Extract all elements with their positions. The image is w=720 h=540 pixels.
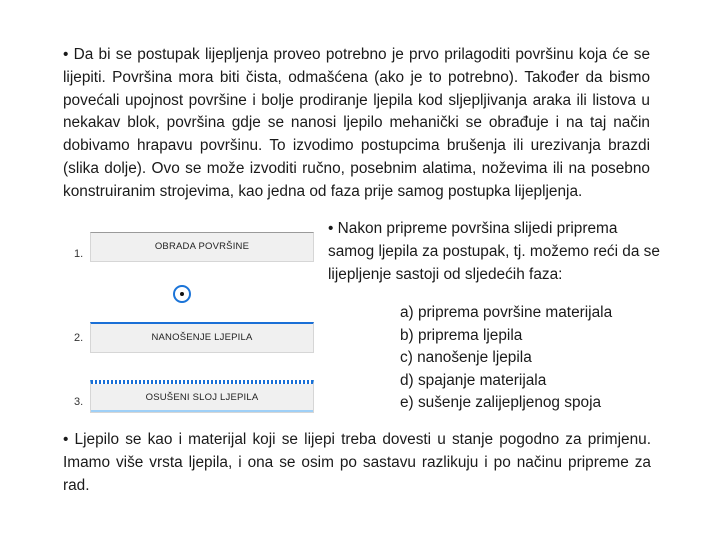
gluing-steps-figure: [68, 228, 316, 413]
step-3-strip: [90, 380, 314, 413]
step-1-strip: [90, 232, 314, 262]
pointer-marker-core: [180, 292, 184, 296]
list-item: c) nanošenje ljepila: [400, 349, 532, 367]
list-item: a) priprema površine materijala: [400, 304, 613, 321]
pointer-marker-icon: [173, 285, 191, 303]
glue-layer: [91, 380, 313, 384]
paragraph-glue-types: • Ljepilo se kao i materijal koji se lijepi treba dovesti u stanje pogodno za primjenu. Imamo više vrsta ljepila, i ona se osim po sastavu razlikuju i po načinu pripreme za rad.: [63, 431, 651, 494]
step-3-number: 3.: [74, 396, 84, 408]
step-1-number: 1.: [74, 248, 84, 260]
paragraph-surface-preparation: • Da bi se postupak lijepljenja proveo potrebno je prvo prilagoditi površinu koja će se lijepiti. Površina mora biti čista, odmašćena (ako je to potrebno). Također da bismo povećali upojnost površine i bolje prodiranje ljepila kod sljepljivanja araka ili listova u nekakav blok, površina gdje se nanosi ljepilo mehanički se obrađuje i na taj način dobivamo hrapavu površinu. To izvodimo postupcima brušenja ili urezivanja brazdi (slika dolje). Ovo se može izvoditi ručno, posebnim alatima, noževima ili na posebno konstruiranim strojevima, kao jedna od faza prije samog postupka lijepljenja.: [63, 46, 650, 200]
step-2-strip: [90, 322, 314, 353]
gluing-phases-list: [400, 302, 612, 415]
list-item: e) sušenje zalijepljenog spoja: [400, 394, 602, 412]
step-3-label: OSUŠENI SLOJ LJEPILA: [145, 392, 259, 403]
step-2-label: NANOŠENJE LJEPILA: [151, 332, 253, 343]
step-1-label: OBRADA POVRŠINE: [154, 241, 250, 252]
list-item: b) priprema ljepila: [400, 326, 523, 344]
list-item: d) spajanje materijala: [400, 371, 547, 389]
step-2-number: 2.: [74, 332, 84, 344]
paragraph-glue-preparation: • Nakon pripreme površina slijedi priprema samog ljepila za postupak, tj. možemo reći da se lijepljenje sastoji od sljedećih faza:: [328, 220, 660, 283]
